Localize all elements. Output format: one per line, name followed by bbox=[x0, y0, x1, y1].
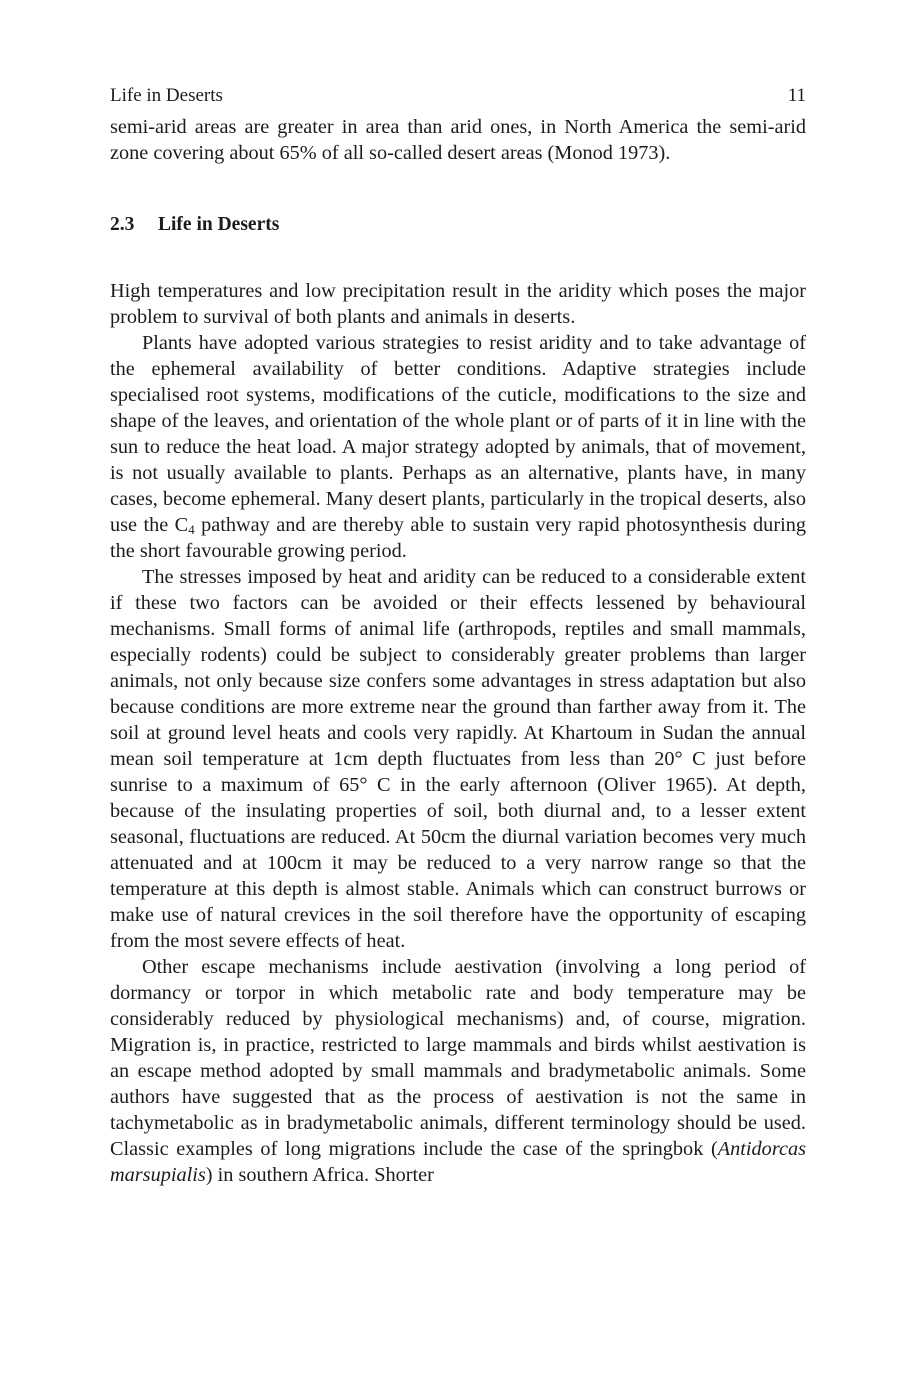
page-number: 11 bbox=[787, 85, 806, 106]
body-paragraph-4 bbox=[110, 954, 806, 1188]
section-number: 2.3 bbox=[110, 214, 135, 235]
section-heading bbox=[110, 212, 806, 238]
paragraph-4-text-b: ) in southern Africa. Shorter bbox=[205, 1164, 434, 1186]
book-page bbox=[110, 82, 806, 1188]
section-title: Life in Deserts bbox=[158, 214, 280, 235]
body-paragraph-2 bbox=[110, 330, 806, 564]
body-paragraph-3: The stresses imposed by heat and aridity can be reduced to a considerable extent if these two factors can be avoided or their effects lessened by behavioural mechanisms. Small forms of animal life (arthropods, reptiles and small mammals, especially rodents) could be subject to considerably greater problems than larger animals, not only because size confers some advantages in stress adaptation but also because conditions are more extreme near the ground than farther away from it. The soil at ground level heats and cools very rapidly. At Khartoum in Sudan the annual mean soil temperature at 1cm depth fluctuates from less than 20° C just before sunrise to a maximum of 65° C in the early afternoon (Oliver 1965). At depth, because of the insulating properties of soil, both diurnal and, to a lesser extent seasonal, fluctuations are reduced. At 50cm the diurnal variation becomes very much attenuated and at 100cm it may be reduced to a very narrow range so that the temperature at this depth is almost stable. Animals which can construct burrows or make use of natural crevices in the soil therefore have the opportunity of escaping from the most severe effects of heat. bbox=[110, 566, 806, 952]
c4-subscript: 4 bbox=[188, 522, 195, 537]
species-name: Antidorcas marsupialis bbox=[110, 1138, 806, 1186]
paragraph-4-text-a: Other escape mechanisms include aestivation (involving a long period of dormancy or torpor in which metabolic rate and body temperature may be considerably reduced by physiological mechanisms) and, of course, migration. Migration is, in practice, restricted to large mammals and birds whilst aestivation is an escape method adopted by small mammals and bradymetabolic animals. Some authors have suggested that as the process of aestivation is not the same in tachymetabolic as in bradymetabolic animals, different terminology should be used. Classic examples of long migrations include the case of the springbok ( bbox=[110, 956, 806, 1160]
body-paragraph-1: High temperatures and low precipitation result in the aridity which poses the major problem to survival of both plants and animals in deserts. bbox=[110, 280, 806, 328]
paragraph-2-text-a: Plants have adopted various strategies to resist aridity and to take advantage of the ephemeral availability of better conditions. Adaptive strategies include specialised root systems, modifications of the cuticle, modifications to the size and shape of the leaves, and orientation of the whole plant or of parts of it in line with the sun to reduce the heat load. A major strategy adopted by animals, that of movement, is not usually available to plants. Perhaps as an alternative, plants have, in many cases, become ephemeral. Many desert plants, particularly in the tropical deserts, also use the C bbox=[110, 332, 806, 536]
paragraph-2-text-b: pathway and are thereby able to sustain very rapid photosynthesis during the short favourable growing period. bbox=[110, 514, 806, 562]
carryover-paragraph: semi-arid areas are greater in area than arid ones, in North America the semi-arid zone covering about 65% of all so-called desert areas (Monod 1973). bbox=[110, 116, 806, 164]
running-header bbox=[110, 82, 806, 110]
running-title: Life in Deserts bbox=[110, 85, 223, 106]
